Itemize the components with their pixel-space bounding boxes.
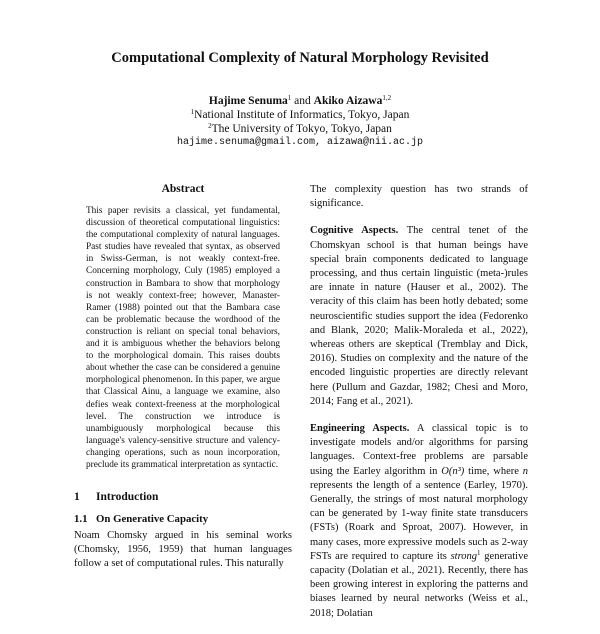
subsection-title: On Generative Capacity [96,513,209,526]
author-1-affil-mark: 1 [287,94,292,102]
cognitive-aspects-text: The central tenet of the Chomskyan school is that human beings have special brain components dedicated to language processing, and thus certain linguistic (meta-)rules are innate in nature (Hauser et al., 2002). The veracity of this claim has been hotly debated; some neuroscientific studies support the idea (Fedorenko and Blank, 2020; Malik-Moraleda et al., 2022), whereas others are skeptical (Tremblay and Dick, 2016). Studies on complexity and the nature of the encoded linguistic properties are directly relevant here (Pullum and Gazdar, 1982; Chesi and Moro, 2014; Fang et al., 2021). [310,225,529,407]
abstract-body: This paper revisits a classical, yet fundamental, discussion of theoretical computational linguistics: the computational complexity of natural languages. Past studies have revealed that syntax, as observed in Swiss-German, is not weakly context-free. Concerning morphology, Culy (1985) employed a construction in Bambara to show that morphology is not weakly context-free; however, Manaster-Ramer (1988) pointed out that the Bambara case can be problematic because the wordhood of the construction is reliant on special tonal behaviors, and it is ambiguous whether the behaviors belong to the morphological domain. This raises doubts about whether the case can be considered a genuine morphological phenomenon. In this paper, we argue that Classical Ainu, a language we examine, also defies weak context-freeness at the morphological level. The construction we introduce is unambiguously morphological because this language's valency-sensitive structure and valency-changing operations, such as noun incorporation, preclude its grammatical interpretation as syntactic. [86,206,280,470]
paper-title: Computational Complexity of Natural Morphology Revisited [111,50,489,66]
affiliation-1 [0,108,600,122]
author-2-affil-mark: 1,2 [382,94,392,102]
subsection-heading-generative-capacity [74,513,292,525]
footnote-mark-1[interactable]: 1 [477,548,481,557]
author-name-1: Hajime Senuma [208,95,288,107]
engineering-text-d: generative capacity (Dolatian et al., 2021). Recently, there has been growing interest in exploring the patterns and biases learned by neural networks (Weiss et al., 2018; Dolatian [310,550,529,619]
paragraph-engineering-aspects [310,422,528,621]
author-block [0,94,600,150]
author-emails: hajime.senuma@gmail.com, aizawa@nii.ac.jp [176,137,424,148]
affiliation-2-mark: 2 [208,122,212,130]
abstract-heading: Abstract [161,183,205,195]
engineering-text-b: time, where [468,465,519,477]
intro-paragraph: Noam Chomsky argued in his seminal works (Chomsky, 1956, 1959) that human languages follow a set of computational rules. This naturally [74,530,292,570]
affiliation-2 [0,122,600,136]
subsection-number: 1.1 [74,513,88,526]
paragraph-cognitive-aspects [310,224,528,409]
author-conjunction: and [294,95,311,107]
engineering-aspects-lead: Engineering Aspects. [310,423,410,435]
engineering-text-c: represents the length of a sentence (Earley, 1970). Generally, the strings of most natural morphology can be generated by 1-way finite state transducers (FSTs) (Roark and Sproat, 2007). However, in many cases, more expressive models such as 2-way FSTs are required to capture its [310,479,528,562]
cognitive-aspects-lead: Cognitive Aspects. [310,225,399,237]
affiliation-2-text: The University of Tokyo, Tokyo, Japan [211,123,392,135]
left-column [74,183,292,572]
affiliation-1-mark: 1 [190,108,195,116]
author-line [0,94,600,108]
paragraph-complexity-question: The complexity question has two strands of significance. [310,184,528,210]
author-name-2: Akiko Aizawa [313,95,383,107]
emphasis-strong: strong [450,550,478,562]
section-heading-introduction [74,491,292,503]
engineering-text-a: A classical topic is to investigate models and/or algorithms for parsing languages. Context-free problems are parsable using the Earley algorithm in [310,423,528,477]
right-column [310,183,528,634]
section-title: Introduction [96,491,159,504]
complexity-formula: O(n³) [441,465,465,477]
section-number: 1 [74,491,80,504]
variable-n: n [522,465,529,477]
affiliation-1-text: National Institute of Informatics, Tokyo, Japan [194,109,410,121]
